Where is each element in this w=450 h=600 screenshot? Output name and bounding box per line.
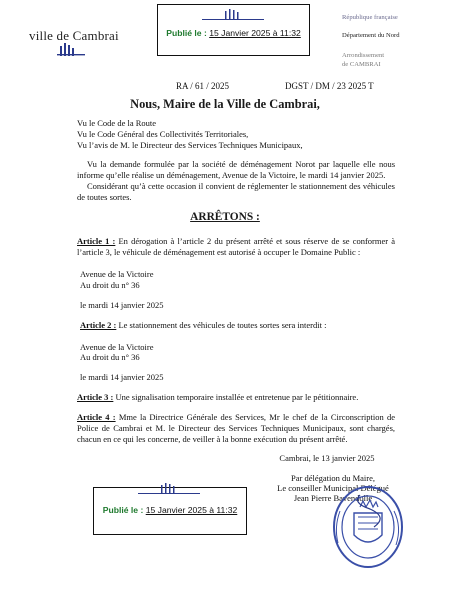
vu-line: Vu le Code de la Route xyxy=(77,118,157,128)
article-3-title: Article 3 : xyxy=(77,392,114,402)
signature-place-date: Cambrai, le 13 janvier 2025 xyxy=(279,453,375,463)
considerant-regulation: Considérant qu’à cette occasion il convient de réglementer le stationnement des véhicules de toutes sortes. xyxy=(77,181,395,202)
towers-icon xyxy=(57,42,85,56)
official-seal-icon xyxy=(330,483,406,573)
considerant-request: Vu la demande formulée par la société de déménagement Norot par laquelle elle nous informe qu’elle réalise un déménagement, Avenue de la Victoire, le mardi 14 janvier 2025. xyxy=(77,159,395,180)
article-2-text: Le stationnement des véhicules de toutes sortes sera interdit : xyxy=(116,320,327,330)
cambrai-label: de CAMBRAI xyxy=(342,61,381,68)
article-2-place: Avenue de la Victoire xyxy=(80,342,154,352)
article-1-text: En dérogation à l’article 2 du présent arrêté et sous réserve de se conformer à l’article 3, le véhicule de déménagement est autorisé à occuper le Domaine Public : xyxy=(77,236,396,257)
arrondissement-label: Arrondissement xyxy=(342,52,385,59)
signature-line-3: Jean Pierre Bavendolle xyxy=(293,493,373,503)
article-2 xyxy=(80,320,398,331)
publication-date: 15 Janvier 2025 à 11:32 xyxy=(145,505,238,515)
article-4-title: Article 4 : xyxy=(77,412,116,422)
article-4-text: Mme la Directrice Générale des Services, Mr le chef de la Circonscription de Police de Cambrai et M. le Directeur des Services Techniques Municipaux, sont chargés, chacun en ce qui les concerne, de veiller à la bonne exécution du présent arrêté. xyxy=(77,412,395,444)
publication-date: 15 Janvier 2025 à 11:32 xyxy=(209,28,301,38)
article-1 xyxy=(77,236,395,258)
article-1-number: Au droit du n° 36 xyxy=(80,280,140,290)
article-2-number: Au droit du n° 36 xyxy=(80,352,140,362)
towers-icon xyxy=(202,9,264,21)
arretons-heading: ARRÊTONS : xyxy=(190,211,260,223)
signature-line-1: Par délégation du Maire, xyxy=(290,473,376,483)
decree-title: Nous, Maire de la Ville de Cambrai, xyxy=(130,97,320,111)
vu-line: Vu l’avis de M. le Directeur des Services Techniques Municipaux, xyxy=(77,140,303,150)
article-4 xyxy=(77,412,395,445)
article-1-date: le mardi 14 janvier 2025 xyxy=(80,300,164,310)
article-1-place: Avenue de la Victoire xyxy=(80,269,154,279)
article-2-date: le mardi 14 janvier 2025 xyxy=(80,372,164,382)
article-3-text: Une signalisation temporaire installée et entretenue par le pétitionnaire. xyxy=(113,392,359,402)
signature-line-2: Le conseiller Municipal Délégué xyxy=(277,483,389,493)
reference-ra: RA / 61 / 2025 xyxy=(176,81,230,91)
article-2-title: Article 2 : xyxy=(80,320,117,330)
vu-line: Vu le Code Général des Collectivités Territoriales, xyxy=(77,129,249,139)
reference-dgst: DGST / DM / 23 2025 T xyxy=(285,81,374,91)
article-1-title: Article 1 : xyxy=(77,236,116,246)
publication-label: Publié le : xyxy=(102,505,144,515)
republic-label: République française xyxy=(342,14,398,21)
publication-stamp-top xyxy=(157,4,310,56)
publication-label: Publié le : xyxy=(166,28,207,38)
city-logo-text: ville de Cambrai xyxy=(29,28,119,43)
publication-stamp-bottom xyxy=(93,487,247,535)
departement-label: Département du Nord xyxy=(342,32,400,39)
article-3 xyxy=(77,392,395,403)
towers-icon xyxy=(138,483,200,495)
